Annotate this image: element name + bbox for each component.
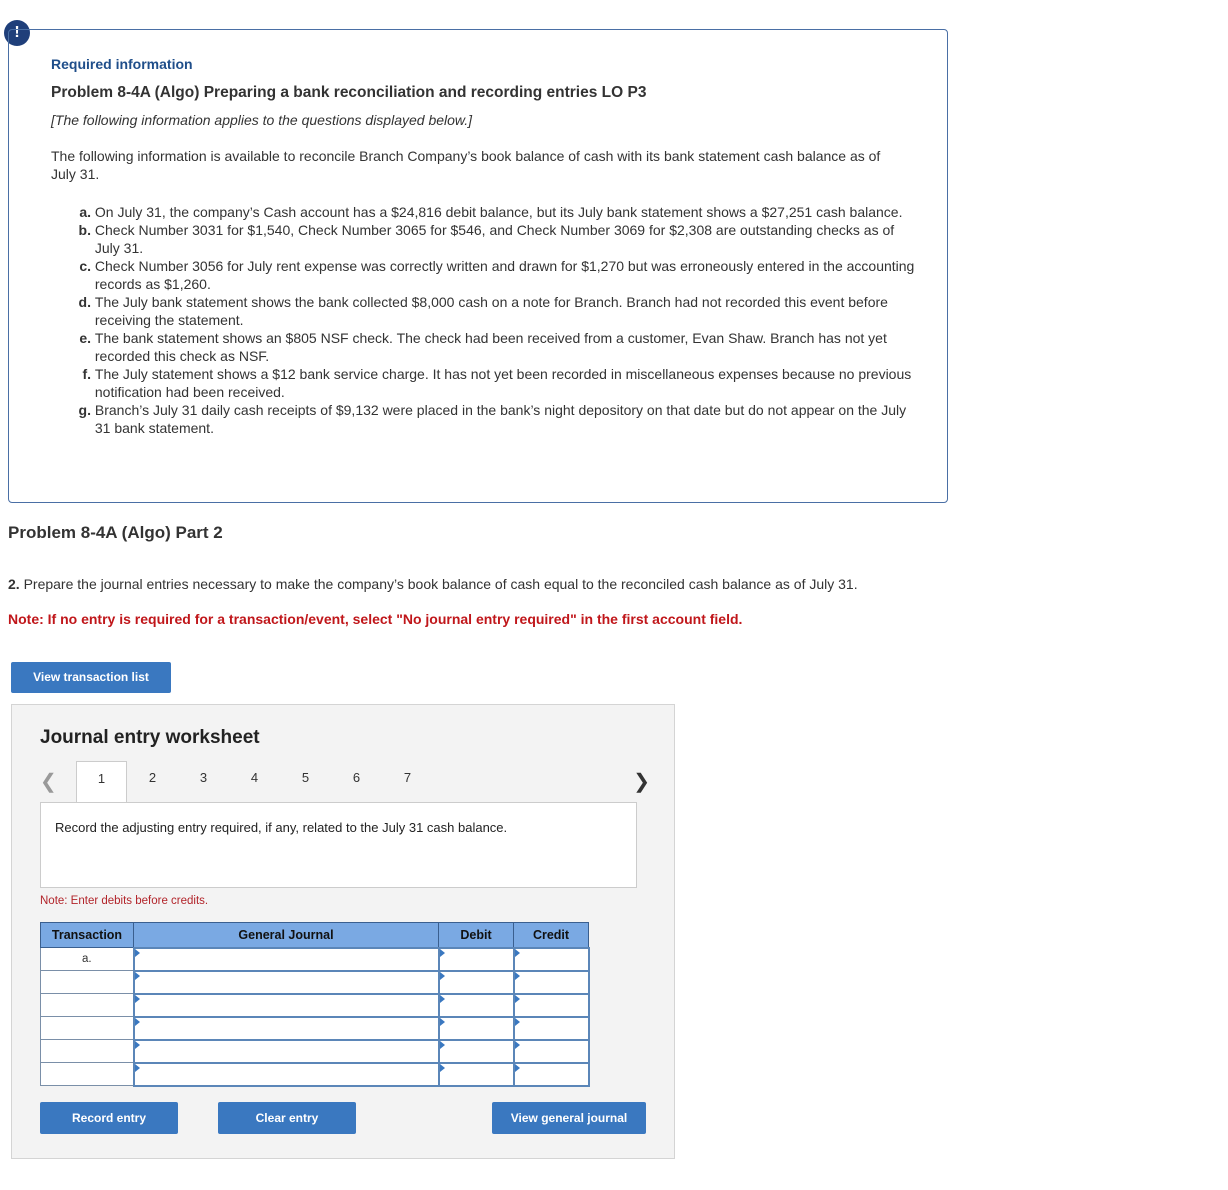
list-item: a. On July 31, the company’s Cash account has a $24,816 debit balance, but its July bank statement shows a $27,251 cash balance. bbox=[79, 204, 903, 220]
transaction-cell bbox=[41, 1017, 134, 1040]
credit-input[interactable] bbox=[514, 1040, 589, 1063]
list-item: e. The bank statement shows an $805 NSF check. The check had been received from a customer, Evan Shaw. Branch has not yet recorded this check as NSF. bbox=[79, 330, 887, 364]
tab-7[interactable]: 7 bbox=[403, 770, 412, 785]
view-general-journal-button[interactable]: View general journal bbox=[492, 1102, 646, 1134]
credit-input[interactable] bbox=[514, 1063, 589, 1086]
debit-input[interactable] bbox=[439, 1017, 514, 1040]
table-row bbox=[41, 994, 589, 1017]
column-debit: Debit bbox=[439, 923, 514, 948]
alert-icon: ! bbox=[4, 20, 30, 46]
tab-4[interactable]: 4 bbox=[250, 770, 259, 785]
transaction-cell bbox=[41, 971, 134, 994]
clear-entry-button[interactable]: Clear entry bbox=[218, 1102, 356, 1134]
chevron-right-icon[interactable]: ❯ bbox=[633, 771, 650, 793]
account-select[interactable] bbox=[134, 948, 439, 971]
list-item: g. Branch’s July 31 daily cash receipts of $9,132 were placed in the bank’s night depository on that date but do not appear on the July 31 bank statement. bbox=[78, 402, 907, 436]
account-select[interactable] bbox=[134, 971, 439, 994]
tab-1[interactable]: 1 bbox=[76, 761, 127, 803]
transaction-cell: a. bbox=[41, 948, 134, 971]
column-transaction: Transaction bbox=[41, 923, 134, 948]
intro-text: The following information is available to reconcile Branch Company’s book balance of cash with its bank statement cash balance as of July 31. bbox=[51, 148, 881, 182]
list-item: c. Check Number 3056 for July rent expense was correctly written and drawn for $1,270 but was erroneously entered in the accounting records as $1,260. bbox=[79, 258, 915, 292]
journal-table bbox=[40, 922, 590, 1087]
tab-5[interactable]: 5 bbox=[301, 770, 310, 785]
transaction-cell bbox=[41, 994, 134, 1017]
entry-tabs bbox=[40, 761, 650, 803]
debit-input[interactable] bbox=[439, 1063, 514, 1086]
credit-input[interactable] bbox=[514, 971, 589, 994]
debit-note: Note: Enter debits before credits. bbox=[40, 895, 209, 907]
debit-input[interactable] bbox=[439, 994, 514, 1017]
chevron-left-icon[interactable]: ❮ bbox=[40, 771, 57, 793]
journal-entry-worksheet bbox=[11, 704, 675, 1159]
transaction-cell bbox=[41, 1040, 134, 1063]
debit-input[interactable] bbox=[439, 1040, 514, 1063]
required-information-panel bbox=[8, 29, 948, 503]
column-credit: Credit bbox=[514, 923, 589, 948]
debit-input[interactable] bbox=[439, 948, 514, 971]
part-title: Problem 8-4A (Algo) Part 2 bbox=[8, 523, 223, 542]
required-information-label: Required information bbox=[51, 56, 193, 72]
list-item: b. Check Number 3031 for $1,540, Check Number 3065 for $546, and Check Number 3069 for $2,308 are outstanding checks as of July 31. bbox=[78, 222, 895, 256]
list-item: f. The July statement shows a $12 bank service charge. It has not yet been recorded in miscellaneous expenses because no previous notification had been received. bbox=[82, 366, 912, 400]
column-general-journal: General Journal bbox=[134, 923, 439, 948]
no-entry-note: Note: If no entry is required for a transaction/event, select "No journal entry required" in the first account field. bbox=[8, 611, 743, 627]
tab-3[interactable]: 3 bbox=[199, 770, 208, 785]
table-row bbox=[41, 1040, 589, 1063]
problem-title: Problem 8-4A (Algo) Preparing a bank reconciliation and recording entries LO P3 bbox=[51, 84, 647, 101]
record-entry-button[interactable]: Record entry bbox=[40, 1102, 178, 1134]
account-select[interactable] bbox=[134, 1063, 439, 1086]
account-select[interactable] bbox=[134, 1017, 439, 1040]
applies-note: [The following information applies to the questions displayed below.] bbox=[51, 112, 473, 128]
view-transaction-list-button[interactable]: View transaction list bbox=[11, 662, 171, 693]
table-row bbox=[41, 1017, 589, 1040]
transaction-cell bbox=[41, 1063, 134, 1086]
entry-instruction: Record the adjusting entry required, if any, related to the July 31 cash balance. bbox=[40, 802, 637, 888]
tab-2[interactable]: 2 bbox=[148, 770, 157, 785]
table-row bbox=[41, 948, 589, 971]
credit-input[interactable] bbox=[514, 1017, 589, 1040]
list-item: d. The July bank statement shows the bank collected $8,000 cash on a note for Branch. Branch had not recorded this event before receiving the statement. bbox=[78, 294, 888, 328]
table-row bbox=[41, 971, 589, 994]
credit-input[interactable] bbox=[514, 994, 589, 1017]
tab-6[interactable]: 6 bbox=[352, 770, 361, 785]
account-select[interactable] bbox=[134, 994, 439, 1017]
credit-input[interactable] bbox=[514, 948, 589, 971]
worksheet-title: Journal entry worksheet bbox=[40, 727, 260, 748]
table-row bbox=[41, 1063, 589, 1086]
account-select[interactable] bbox=[134, 1040, 439, 1063]
information-list bbox=[51, 203, 915, 437]
question-text: 2. Prepare the journal entries necessary to make the company’s book balance of cash equal to the reconciled cash balance as of July 31. bbox=[8, 576, 858, 592]
debit-input[interactable] bbox=[439, 971, 514, 994]
